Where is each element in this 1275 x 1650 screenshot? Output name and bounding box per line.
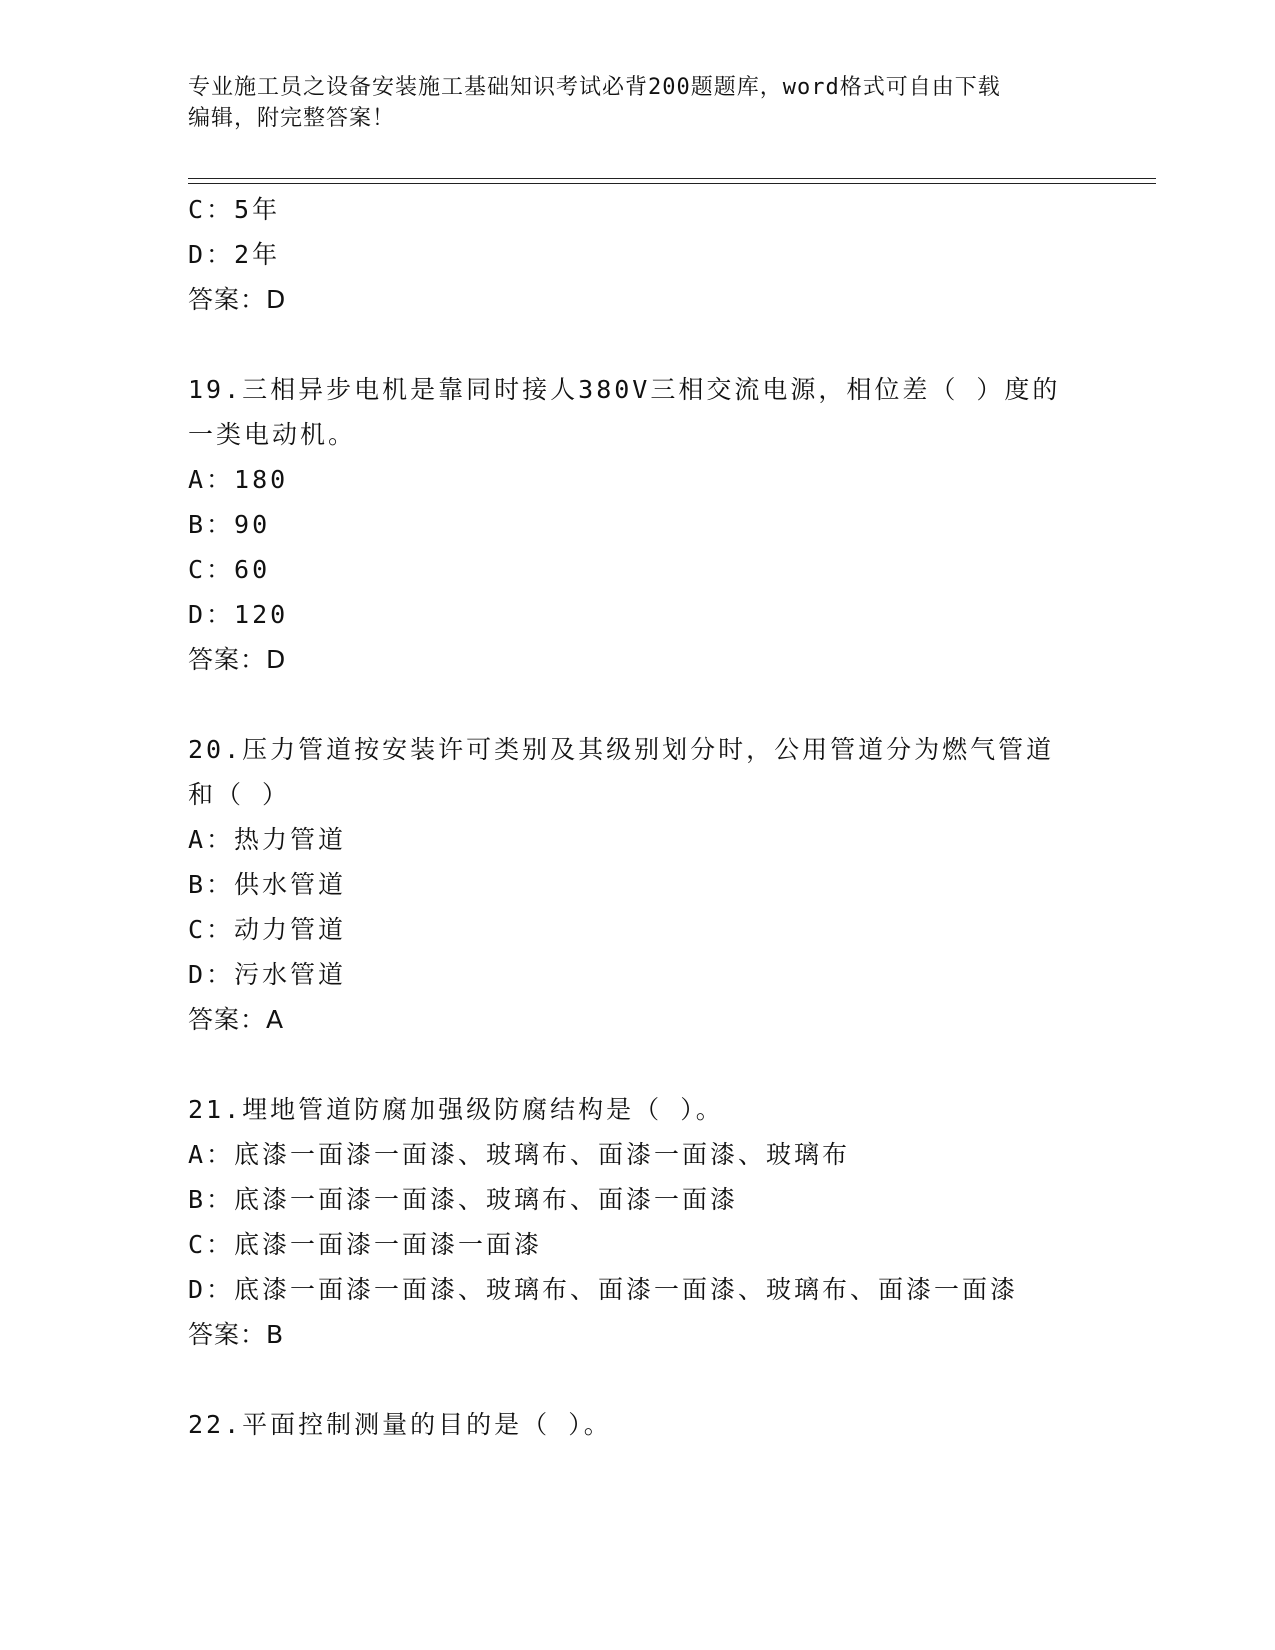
q20-stem-line1: 20.压力管道按安装许可类别及其级别划分时，公用管道分为燃气管道 [188, 735, 1055, 764]
q21-option-a: A：底漆一面漆一面漆、玻璃布、面漆一面漆、玻璃布 [188, 1140, 851, 1169]
q21-option-c: C：底漆一面漆一面漆一面漆 [188, 1230, 543, 1259]
q19-option-b: B：90 [188, 510, 271, 539]
q20-stem-line2: 和（ ） [188, 780, 291, 809]
header-title-line2: 编辑，附完整答案！ [188, 106, 396, 131]
prev-option-d: D：2年 [188, 240, 281, 269]
prev-option-c: C：5年 [188, 195, 281, 224]
q20-option-b: B：供水管道 [188, 870, 347, 899]
q19-option-d: D：120 [188, 600, 289, 629]
q22-stem-line1: 22.平面控制测量的目的是（ ）。 [188, 1410, 612, 1439]
header-divider-top [188, 178, 1156, 179]
q20-option-a: A：热力管道 [188, 825, 347, 854]
header-title-line1: 专业施工员之设备安装施工基础知识考试必背200题题库，word格式可自由下载 [188, 75, 1001, 100]
q21-answer: 答案：B [188, 1320, 285, 1349]
q20-option-d: D：污水管道 [188, 960, 347, 989]
q19-answer: 答案：D [188, 645, 287, 674]
prev-answer: 答案：D [188, 285, 287, 314]
header-divider-bottom [188, 183, 1156, 184]
q19-stem-line1: 19.三相异步电机是靠同时接人380V三相交流电源，相位差（ ）度的 [188, 375, 1061, 404]
q21-option-d: D：底漆一面漆一面漆、玻璃布、面漆一面漆、玻璃布、面漆一面漆 [188, 1275, 1019, 1304]
q19-option-c: C：60 [188, 555, 271, 584]
q21-option-b: B：底漆一面漆一面漆、玻璃布、面漆一面漆 [188, 1185, 739, 1214]
q19-option-a: A：180 [188, 465, 289, 494]
q20-option-c: C：动力管道 [188, 915, 347, 944]
document-header [188, 72, 1088, 134]
q20-answer: 答案：A [188, 1005, 285, 1034]
q19-stem-line2: 一类电动机。 [188, 420, 357, 449]
q21-stem-line1: 21.埋地管道防腐加强级防腐结构是（ ）。 [188, 1095, 724, 1124]
